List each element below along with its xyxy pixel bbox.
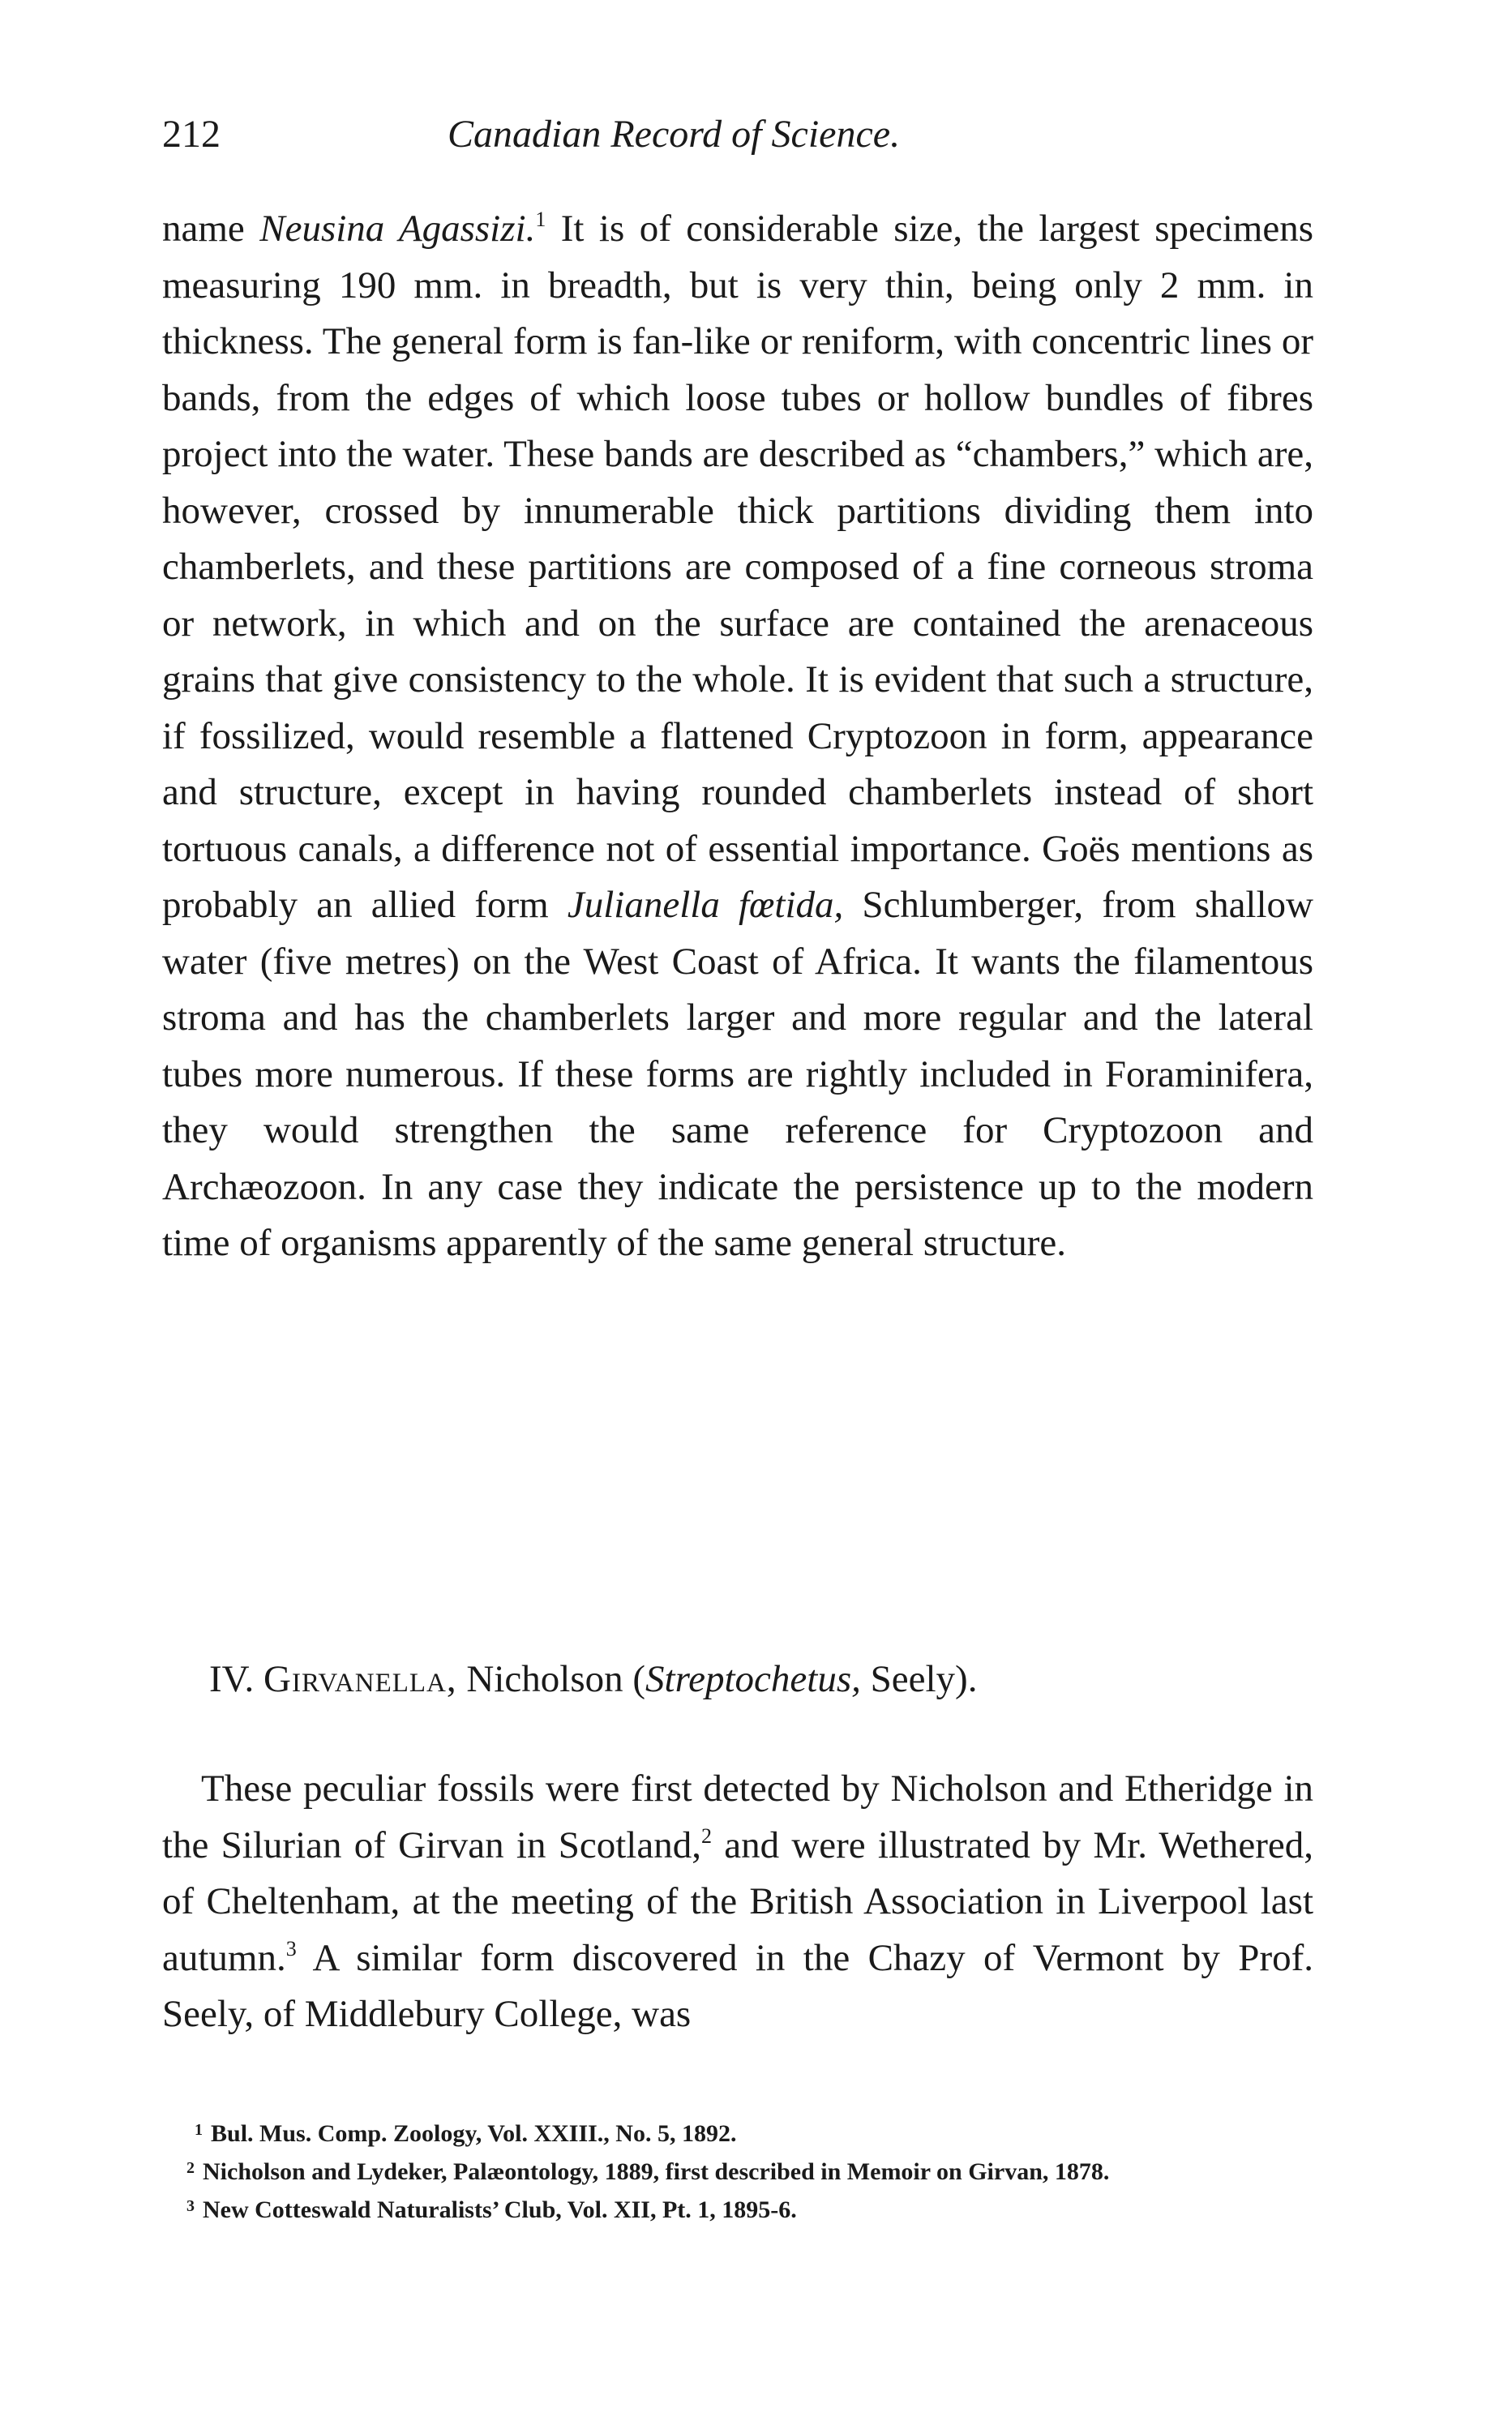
footnote xyxy=(162,2113,1313,2151)
text-run: These peculiar fossils were first detected by Nicholson and Etheridge in the Silurian of Girvan in Scotland, xyxy=(162,1768,1313,1866)
page-header xyxy=(162,112,1313,169)
footnotes xyxy=(162,2113,1313,2227)
text-run: Schlumberger, from shallow water (five metres) on the West Coast of Africa. It wants the filamentous stroma and has the chamberlets larger and more regular and the lateral tubes more numerous. If these forms are rightly included in Foraminifera, they would strengthen the same reference for Cryptozoon and Archæozoon. In any case they indicate the persistence up to the modern time of organisms apparently of the same general structure. xyxy=(162,884,1313,1264)
section-numeral: IV. xyxy=(209,1658,255,1700)
spacer xyxy=(254,1658,263,1700)
text-run: It is of considerable size, the largest specimens measuring 190 mm. in breadth, but is very thin, being only 2 mm. in thickness. The general form is fan-like or reniform, with concentric lines or bands, from the edges of which loose tubes or hollow bundles of fibres project into the water. These bands are described as “chambers,” which are, however, crossed by innumerable thick partitions dividing them into chamberlets, and these partitions are composed of a fine corneous stroma or network, in which and on the surface are contained the arenaceous grains that give consistency to the whole. It is evident that such a structure, if fossilized, would resemble a flattened Cryptozoon in form, appearance and structure, except in having rounded chamberlets instead of short tortuous canals, a difference not of essential importance. Goës mentions as probably an allied form xyxy=(162,208,1314,926)
paragraph xyxy=(162,201,1313,1272)
text-run: name xyxy=(162,208,260,250)
paragraph xyxy=(162,1761,1313,2043)
footnote-ref: 2 xyxy=(700,1823,712,1848)
section-heading xyxy=(209,1651,1313,1708)
footnote xyxy=(162,2151,1313,2189)
section-synonym: Streptochetus, xyxy=(645,1658,861,1700)
synonym-author: Seely). xyxy=(870,1658,978,1700)
species-name: Neusina Agassizi. xyxy=(259,208,536,250)
text-run: A similar form discovered in the Chazy of Vermont by Prof. Seely, of Middlebury College, was xyxy=(162,1936,1313,2035)
footnote-mark: 3 xyxy=(186,2197,195,2215)
section-author: Nicholson xyxy=(466,1658,623,1700)
running-title: Canadian Record of Science. xyxy=(448,113,901,156)
footnote-text: New Cotteswald Naturalists’ Club, Vol. XII, Pt. 1, 1895-6. xyxy=(203,2196,797,2223)
paren-open: ( xyxy=(632,1658,646,1700)
footnote-ref: 1 xyxy=(535,208,546,231)
species-name: Julianella fœtida, xyxy=(567,884,844,926)
text-run: and were illustrated by Mr. Wethered, of Cheltenham, at the meeting of the British Association in Liverpool last autumn. xyxy=(162,1823,1313,1979)
page-number: 212 xyxy=(162,113,221,156)
spacer xyxy=(861,1658,871,1700)
footnote-ref: 3 xyxy=(285,1936,297,1960)
body-text-top xyxy=(162,201,1313,1272)
body-text-bottom xyxy=(162,1761,1313,2043)
footnote-text: Bul. Mus. Comp. Zoology, Vol. XXIII., No. 5, 1892. xyxy=(211,2120,737,2147)
spacer xyxy=(623,1658,633,1700)
section-genus: Girvanella, xyxy=(263,1658,457,1700)
footnote-mark: 1 xyxy=(195,2121,203,2139)
footnote-mark: 2 xyxy=(186,2159,195,2177)
footnote xyxy=(162,2189,1313,2227)
footnote-text: Nicholson and Lydeker, Palæontology, 1889, first described in Memoir on Girvan, 1878. xyxy=(203,2158,1110,2185)
spacer xyxy=(457,1658,467,1700)
